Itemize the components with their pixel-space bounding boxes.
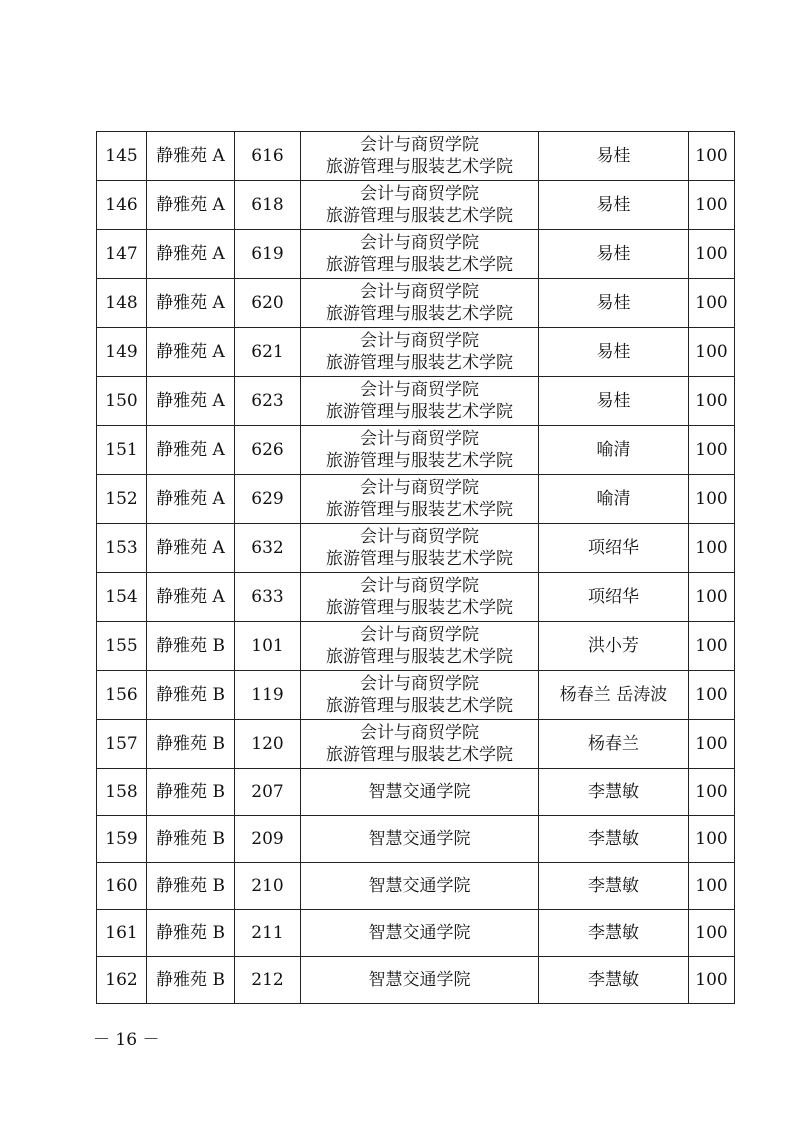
table-row [97,816,735,863]
advisor-cell: 李慧敏 [539,957,689,1004]
college-cell [301,426,539,475]
score-cell: 100 [689,132,735,181]
table-row [97,573,735,622]
college-cell [301,573,539,622]
row-number-cell: 146 [97,181,147,230]
college-cell [301,863,539,910]
room-number-cell: 623 [235,377,301,426]
table-row [97,475,735,524]
row-number-cell: 157 [97,720,147,769]
college-name-line: 智慧交通学院 [368,923,471,943]
college-name-line: 旅游管理与服装艺术学院 [326,647,513,667]
row-number-cell: 145 [97,132,147,181]
building-cell: 静雅苑 A [147,426,235,475]
advisor-cell: 李慧敏 [539,910,689,957]
table-row [97,377,735,426]
row-number-cell: 158 [97,769,147,816]
college-cell [301,671,539,720]
building-cell: 静雅苑 A [147,328,235,377]
college-name-line: 旅游管理与服装艺术学院 [326,402,513,422]
room-number-cell: 632 [235,524,301,573]
building-cell: 静雅苑 A [147,279,235,328]
advisor-cell: 易桂 [539,279,689,328]
college-name-line: 会计与商贸学院 [360,380,479,400]
row-number-cell: 147 [97,230,147,279]
score-cell: 100 [689,671,735,720]
row-number-cell: 151 [97,426,147,475]
college-name-line: 智慧交通学院 [368,970,471,990]
room-number-cell: 626 [235,426,301,475]
row-number-cell: 150 [97,377,147,426]
row-number-cell: 156 [97,671,147,720]
college-name-line: 会计与商贸学院 [360,478,479,498]
college-cell [301,720,539,769]
college-name-line: 会计与商贸学院 [360,576,479,596]
advisor-cell: 洪小芳 [539,622,689,671]
college-cell [301,377,539,426]
building-cell: 静雅苑 B [147,816,235,863]
building-cell: 静雅苑 B [147,910,235,957]
score-cell: 100 [689,957,735,1004]
table-row [97,279,735,328]
college-name-line: 旅游管理与服装艺术学院 [326,255,513,275]
table-row [97,426,735,475]
college-cell [301,910,539,957]
advisor-cell: 李慧敏 [539,769,689,816]
row-number-cell: 149 [97,328,147,377]
college-name-line: 会计与商贸学院 [360,527,479,547]
room-number-cell: 101 [235,622,301,671]
score-cell: 100 [689,573,735,622]
table-row [97,622,735,671]
college-name-line: 旅游管理与服装艺术学院 [326,696,513,716]
college-cell [301,181,539,230]
advisor-cell: 项绍华 [539,573,689,622]
table-row [97,769,735,816]
table-body [97,132,735,1004]
score-cell: 100 [689,910,735,957]
college-cell [301,279,539,328]
college-cell [301,132,539,181]
advisor-cell: 易桂 [539,230,689,279]
college-cell [301,475,539,524]
college-name-line: 旅游管理与服装艺术学院 [326,745,513,765]
college-name-line: 旅游管理与服装艺术学院 [326,304,513,324]
advisor-cell: 喻清 [539,475,689,524]
room-number-cell: 616 [235,132,301,181]
table-row [97,910,735,957]
college-name-line: 旅游管理与服装艺术学院 [326,353,513,373]
room-number-cell: 620 [235,279,301,328]
building-cell: 静雅苑 A [147,524,235,573]
college-name-line: 会计与商贸学院 [360,674,479,694]
table-row [97,181,735,230]
score-cell: 100 [689,426,735,475]
college-name-line: 智慧交通学院 [368,782,471,802]
table-row [97,328,735,377]
row-number-cell: 154 [97,573,147,622]
row-number-cell: 161 [97,910,147,957]
building-cell: 静雅苑 A [147,132,235,181]
building-cell: 静雅苑 A [147,573,235,622]
college-name-line: 会计与商贸学院 [360,429,479,449]
college-name-line: 会计与商贸学院 [360,135,479,155]
advisor-cell: 易桂 [539,377,689,426]
score-cell: 100 [689,475,735,524]
room-number-cell: 209 [235,816,301,863]
table-row [97,671,735,720]
room-number-cell: 618 [235,181,301,230]
college-cell [301,957,539,1004]
room-number-cell: 207 [235,769,301,816]
score-cell: 100 [689,769,735,816]
score-cell: 100 [689,377,735,426]
score-cell: 100 [689,720,735,769]
room-number-cell: 619 [235,230,301,279]
college-cell [301,328,539,377]
table-row [97,720,735,769]
college-name-line: 会计与商贸学院 [360,723,479,743]
room-number-cell: 633 [235,573,301,622]
row-number-cell: 159 [97,816,147,863]
college-name-line: 旅游管理与服装艺术学院 [326,157,513,177]
advisor-cell: 易桂 [539,132,689,181]
college-name-line: 会计与商贸学院 [360,331,479,351]
building-cell: 静雅苑 B [147,957,235,1004]
score-cell: 100 [689,863,735,910]
dormitory-score-table [96,131,735,1004]
table-row [97,524,735,573]
table-row [97,230,735,279]
advisor-cell: 易桂 [539,181,689,230]
row-number-cell: 148 [97,279,147,328]
score-cell: 100 [689,230,735,279]
room-number-cell: 621 [235,328,301,377]
building-cell: 静雅苑 B [147,622,235,671]
advisor-cell: 杨春兰 岳涛波 [539,671,689,720]
row-number-cell: 152 [97,475,147,524]
building-cell: 静雅苑 A [147,475,235,524]
score-cell: 100 [689,524,735,573]
advisor-cell: 李慧敏 [539,863,689,910]
table-row [97,957,735,1004]
row-number-cell: 155 [97,622,147,671]
advisor-cell: 项绍华 [539,524,689,573]
score-cell: 100 [689,328,735,377]
room-number-cell: 211 [235,910,301,957]
college-name-line: 旅游管理与服装艺术学院 [326,206,513,226]
table-row [97,863,735,910]
room-number-cell: 629 [235,475,301,524]
advisor-cell: 喻清 [539,426,689,475]
building-cell: 静雅苑 B [147,769,235,816]
page-number: － 16 － [93,1030,160,1050]
room-number-cell: 212 [235,957,301,1004]
college-cell [301,769,539,816]
room-number-cell: 119 [235,671,301,720]
college-name-line: 智慧交通学院 [368,829,471,849]
college-name-line: 旅游管理与服装艺术学院 [326,500,513,520]
college-name-line: 会计与商贸学院 [360,625,479,645]
building-cell: 静雅苑 A [147,377,235,426]
score-cell: 100 [689,622,735,671]
college-cell [301,230,539,279]
row-number-cell: 160 [97,863,147,910]
college-name-line: 旅游管理与服装艺术学院 [326,598,513,618]
building-cell: 静雅苑 B [147,720,235,769]
college-name-line: 旅游管理与服装艺术学院 [326,549,513,569]
score-cell: 100 [689,816,735,863]
table-row [97,132,735,181]
college-name-line: 会计与商贸学院 [360,233,479,253]
building-cell: 静雅苑 A [147,181,235,230]
college-cell [301,524,539,573]
building-cell: 静雅苑 B [147,671,235,720]
building-cell: 静雅苑 A [147,230,235,279]
college-cell [301,816,539,863]
building-cell: 静雅苑 B [147,863,235,910]
college-cell [301,622,539,671]
row-number-cell: 153 [97,524,147,573]
college-name-line: 会计与商贸学院 [360,282,479,302]
college-name-line: 会计与商贸学院 [360,184,479,204]
advisor-cell: 杨春兰 [539,720,689,769]
room-number-cell: 210 [235,863,301,910]
college-name-line: 智慧交通学院 [368,876,471,896]
college-name-line: 旅游管理与服装艺术学院 [326,451,513,471]
advisor-cell: 易桂 [539,328,689,377]
score-cell: 100 [689,279,735,328]
advisor-cell: 李慧敏 [539,816,689,863]
row-number-cell: 162 [97,957,147,1004]
room-number-cell: 120 [235,720,301,769]
score-cell: 100 [689,181,735,230]
